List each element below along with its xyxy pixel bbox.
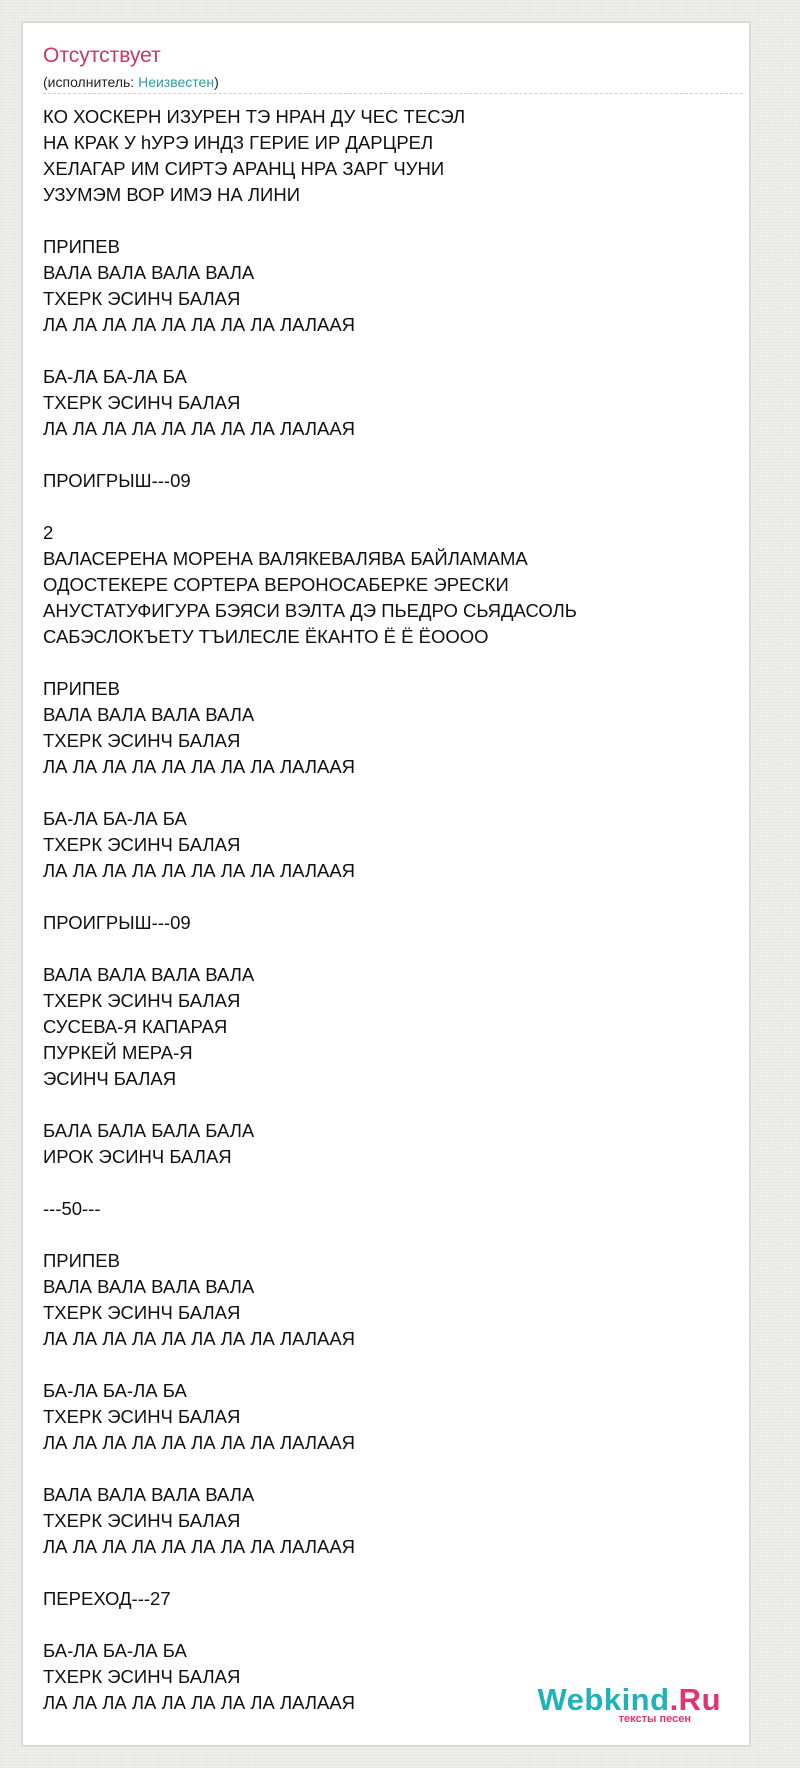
song-title: Отсутствует bbox=[43, 44, 161, 67]
lyrics-card bbox=[22, 22, 750, 1746]
lyric-line: САБЭСЛОКЪЕТУ ТЪИЛЕСЛЕ ЁКАНТО Ё Ё ЁОООО bbox=[43, 626, 489, 647]
logo-tld: .Ru bbox=[669, 1682, 721, 1717]
lyric-line: ЭСИНЧ БАЛАЯ bbox=[43, 1068, 177, 1089]
lyric-line: ТХЕРК ЭСИНЧ БАЛАЯ bbox=[43, 1510, 241, 1531]
lyric-line: НА КРАК У hУРЭ ИНДЗ ГЕРИЕ ИР ДАРЦРЕЛ bbox=[43, 132, 434, 153]
lyric-line: ЛА ЛА ЛА ЛА ЛА ЛА ЛА ЛА ЛАЛААЯ bbox=[43, 756, 356, 777]
lyric-line: ВАЛА ВАЛА ВАЛА ВАЛА bbox=[43, 964, 255, 985]
artist-line bbox=[43, 74, 219, 90]
lyric-line: ТХЕРК ЭСИНЧ БАЛАЯ bbox=[43, 834, 241, 855]
lyric-blank-line bbox=[43, 1092, 733, 1118]
lyrics-text bbox=[43, 104, 733, 1716]
lyric-line: ПРИПЕВ bbox=[43, 678, 120, 699]
lyric-line: ВАЛАСЕРЕНА МОРЕНА ВАЛЯКЕВАЛЯВА БАЙЛАМАМА bbox=[43, 548, 528, 569]
lyric-line: ХЕЛАГАР ИМ СИРТЭ АРАНЦ НРА ЗАРГ ЧУНИ bbox=[43, 158, 445, 179]
lyric-line: БАЛА БАЛА БАЛА БАЛА bbox=[43, 1120, 255, 1141]
lyric-line: ---50--- bbox=[43, 1198, 101, 1219]
lyric-line: ТХЕРК ЭСИНЧ БАЛАЯ bbox=[43, 1406, 241, 1427]
lyric-blank-line bbox=[43, 650, 733, 676]
lyric-line: ЛА ЛА ЛА ЛА ЛА ЛА ЛА ЛА ЛАЛААЯ bbox=[43, 314, 356, 335]
lyric-line: ТХЕРК ЭСИНЧ БАЛАЯ bbox=[43, 1666, 241, 1687]
lyric-line: ПРОИГРЫШ---09 bbox=[43, 470, 191, 491]
artist-prefix: (исполнитель: bbox=[43, 74, 139, 90]
lyric-blank-line bbox=[43, 1222, 733, 1248]
lyric-line: ЛА ЛА ЛА ЛА ЛА ЛА ЛА ЛА ЛАЛААЯ bbox=[43, 1328, 356, 1349]
lyric-line: КО ХОСКЕРН ИЗУРЕН ТЭ НРАН ДУ ЧЕС ТЕСЭЛ bbox=[43, 106, 466, 127]
lyric-blank-line bbox=[43, 884, 733, 910]
lyric-blank-line bbox=[43, 1560, 733, 1586]
lyric-blank-line bbox=[43, 442, 733, 468]
lyric-line: ЛА ЛА ЛА ЛА ЛА ЛА ЛА ЛА ЛАЛААЯ bbox=[43, 418, 356, 439]
lyric-blank-line bbox=[43, 1170, 733, 1196]
logo-tagline: тексты песен bbox=[618, 1713, 691, 1725]
lyric-line: ТХЕРК ЭСИНЧ БАЛАЯ bbox=[43, 990, 241, 1011]
lyric-line: ЛА ЛА ЛА ЛА ЛА ЛА ЛА ЛА ЛАЛААЯ bbox=[43, 1692, 356, 1713]
lyric-line: ИРОК ЭСИНЧ БАЛАЯ bbox=[43, 1146, 232, 1167]
lyric-line: ПРИПЕВ bbox=[43, 236, 120, 257]
lyric-blank-line bbox=[43, 780, 733, 806]
lyric-line: 2 bbox=[43, 522, 54, 543]
lyric-line: ТХЕРК ЭСИНЧ БАЛАЯ bbox=[43, 288, 241, 309]
lyric-line: ЛА ЛА ЛА ЛА ЛА ЛА ЛА ЛА ЛАЛААЯ bbox=[43, 1536, 356, 1557]
lyric-blank-line bbox=[43, 208, 733, 234]
lyric-blank-line bbox=[43, 494, 733, 520]
lyric-line: ЛА ЛА ЛА ЛА ЛА ЛА ЛА ЛА ЛАЛААЯ bbox=[43, 1432, 356, 1453]
title-divider bbox=[43, 93, 743, 94]
lyric-blank-line bbox=[43, 1612, 733, 1638]
lyric-line: ВАЛА ВАЛА ВАЛА ВАЛА bbox=[43, 1276, 255, 1297]
lyric-line: СУСЕВА-Я КАПАРАЯ bbox=[43, 1016, 228, 1037]
artist-link[interactable]: Неизвестен bbox=[138, 74, 215, 90]
lyric-line: ТХЕРК ЭСИНЧ БАЛАЯ bbox=[43, 730, 241, 751]
lyric-line: БА-ЛА БА-ЛА БА bbox=[43, 366, 187, 387]
lyric-blank-line bbox=[43, 1456, 733, 1482]
lyric-line: ПЕРЕХОД---27 bbox=[43, 1588, 171, 1609]
lyric-blank-line bbox=[43, 1352, 733, 1378]
lyric-line: УЗУМЭМ ВОР ИМЭ НА ЛИНИ bbox=[43, 184, 300, 205]
lyric-line: ЛА ЛА ЛА ЛА ЛА ЛА ЛА ЛА ЛАЛААЯ bbox=[43, 860, 356, 881]
lyric-blank-line bbox=[43, 338, 733, 364]
lyric-line: ТХЕРК ЭСИНЧ БАЛАЯ bbox=[43, 392, 241, 413]
lyric-line: ПУРКЕЙ МЕРА-Я bbox=[43, 1042, 193, 1063]
lyric-blank-line bbox=[43, 936, 733, 962]
lyric-line: ВАЛА ВАЛА ВАЛА ВАЛА bbox=[43, 1484, 255, 1505]
lyric-line: БА-ЛА БА-ЛА БА bbox=[43, 808, 187, 829]
lyric-line: ВАЛА ВАЛА ВАЛА ВАЛА bbox=[43, 262, 255, 283]
lyric-line: ПРОИГРЫШ---09 bbox=[43, 912, 191, 933]
lyric-line: АНУСТАТУФИГУРА БЭЯСИ ВЭЛТА ДЭ ПЬЕДРО СЬЯДАСОЛЬ bbox=[43, 600, 577, 621]
lyric-line: ОДОСТЕКЕРЕ СОРТЕРА ВЕРОНОСАБЕРКЕ ЭРЕСКИ bbox=[43, 574, 509, 595]
lyric-line: БА-ЛА БА-ЛА БА bbox=[43, 1380, 187, 1401]
lyric-line: ТХЕРК ЭСИНЧ БАЛАЯ bbox=[43, 1302, 241, 1323]
site-logo[interactable] bbox=[537, 1684, 721, 1725]
logo-name: Webkind bbox=[537, 1682, 670, 1717]
lyric-line: ВАЛА ВАЛА ВАЛА ВАЛА bbox=[43, 704, 255, 725]
lyric-line: БА-ЛА БА-ЛА БА bbox=[43, 1640, 187, 1661]
lyric-line: ПРИПЕВ bbox=[43, 1250, 120, 1271]
artist-suffix: ) bbox=[214, 74, 219, 90]
